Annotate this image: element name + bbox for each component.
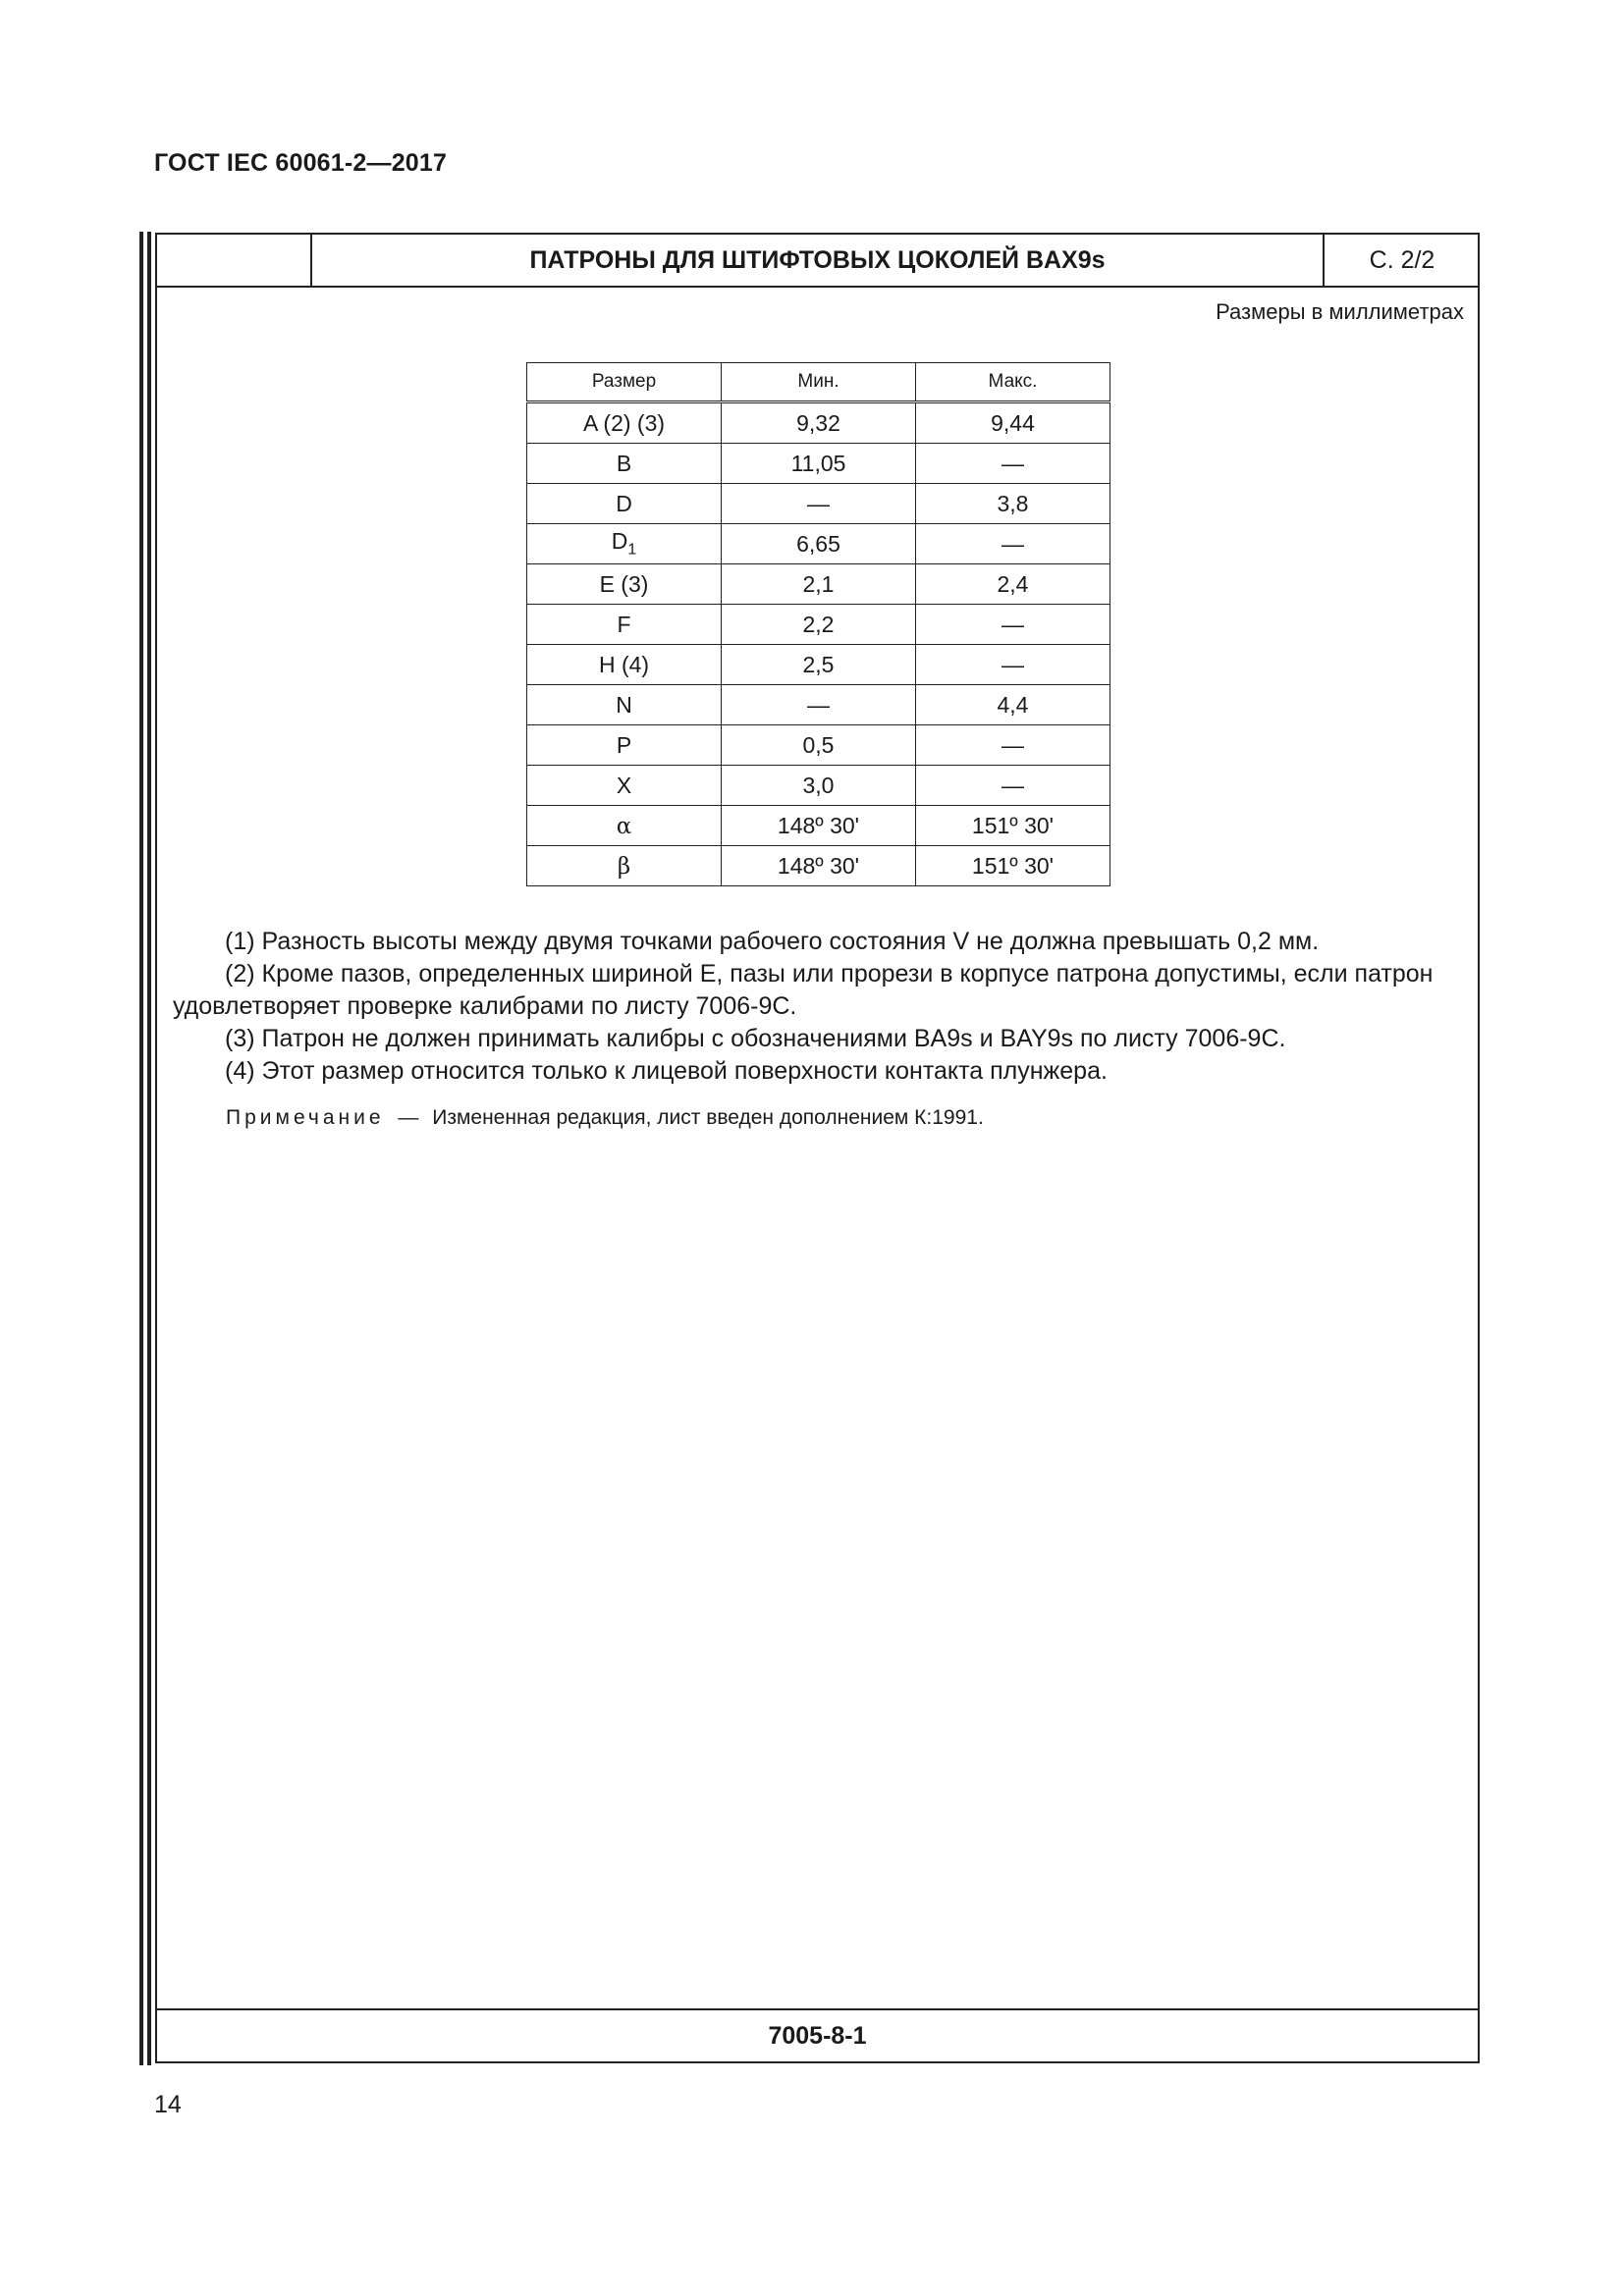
column-header-size: Размер [527,363,722,402]
size-label: E (3) [599,570,649,597]
size-subscript: 1 [627,541,637,559]
sheet-title: ПАТРОНЫ ДЛЯ ШТИФТОВЫХ ЦОКОЛЕЙ BAX9s [312,235,1325,286]
table-row [527,645,1110,685]
document-code: ГОСТ IEC 60061-2—2017 [154,149,448,177]
table-row [527,605,1110,645]
cell-size [527,564,722,605]
size-label: H (4) [598,651,650,677]
binding-bar [139,232,143,2065]
cell-size [527,806,722,846]
cell-min: 148º 30' [722,806,916,846]
size-label: B [616,450,632,476]
cell-size [527,645,722,685]
table-row [527,846,1110,886]
table-row [527,725,1110,766]
cell-max: 3,8 [916,484,1110,524]
table-row [527,444,1110,484]
binding-bar [147,232,151,2065]
cell-size [527,766,722,806]
size-label: P [616,731,632,758]
size-label: β [617,853,631,880]
cell-size [527,846,722,886]
table-row [527,484,1110,524]
table-header-row [527,363,1110,402]
sheet-header [157,235,1478,288]
sheet-page-ref: С. 2/2 [1369,245,1435,274]
cell-max: — [916,725,1110,766]
cell-min: 6,65 [722,524,916,564]
cell-max: — [916,766,1110,806]
standard-sheet [155,233,1480,2063]
units-note: Размеры в миллиметрах [1216,299,1464,324]
remark-dash: — [398,1106,419,1129]
cell-max: 4,4 [916,685,1110,725]
footnote: (3) Патрон не должен принимать калибры с обозначениями BA9s и BAY9s по листу 7006-9С. [225,1025,1286,1052]
dimensions-table [526,362,1110,886]
cell-max: 2,4 [916,564,1110,605]
cell-max: — [916,524,1110,564]
cell-max: — [916,605,1110,645]
cell-min: 9,32 [722,402,916,444]
footnote: (1) Разность высоты между двумя точками рабочего состояния V не должна превышать 0,2 мм. [225,928,1320,955]
cell-min: 11,05 [722,444,916,484]
cell-min: 0,5 [722,725,916,766]
table-row [527,564,1110,605]
size-label: D [616,490,632,516]
cell-max: 151º 30' [916,846,1110,886]
size-label: α [616,813,632,839]
cell-size [527,444,722,484]
cell-max: — [916,444,1110,484]
table-body [527,402,1110,886]
size-label: D [611,528,628,555]
table-row [527,524,1110,564]
cell-min: 2,5 [722,645,916,685]
size-label: N [616,691,632,718]
remark-label: Примечание [226,1106,385,1129]
page-number: 14 [154,2091,182,2118]
remark-text: Измененная редакция, лист введен дополнением К:1991. [432,1106,984,1129]
cell-max: 9,44 [916,402,1110,444]
cell-size [527,484,722,524]
table-row [527,766,1110,806]
footnotes [173,926,1469,1088]
size-label: A (2) (3) [582,409,666,436]
cell-max: — [916,645,1110,685]
header-blank-cell [157,235,312,286]
table-row [527,402,1110,444]
cell-min: — [722,484,916,524]
column-header-min: Мин. [722,363,916,402]
cell-min: — [722,685,916,725]
remark [226,1106,984,1130]
column-header-max: Макс. [916,363,1110,402]
cell-min: 2,2 [722,605,916,645]
cell-min: 2,1 [722,564,916,605]
cell-size [527,524,722,564]
cell-min: 3,0 [722,766,916,806]
cell-size [527,725,722,766]
cell-min: 148º 30' [722,846,916,886]
sheet-number: 7005-8-1 [157,2008,1478,2061]
size-label: X [616,772,632,798]
cell-max: 151º 30' [916,806,1110,846]
table-row [527,685,1110,725]
footnote: (4) Этот размер относится только к лицевой поверхности контакта плунжера. [225,1057,1108,1085]
size-label: F [617,611,631,637]
cell-size [527,685,722,725]
table-row [527,806,1110,846]
cell-size [527,605,722,645]
cell-size [527,402,722,444]
footnote: (2) Кроме пазов, определенных шириной E, пазы или прорези в корпусе патрона допустимы, если патрон удовлетворяет проверке калибрами по листу 7006-9С. [173,960,1434,1020]
